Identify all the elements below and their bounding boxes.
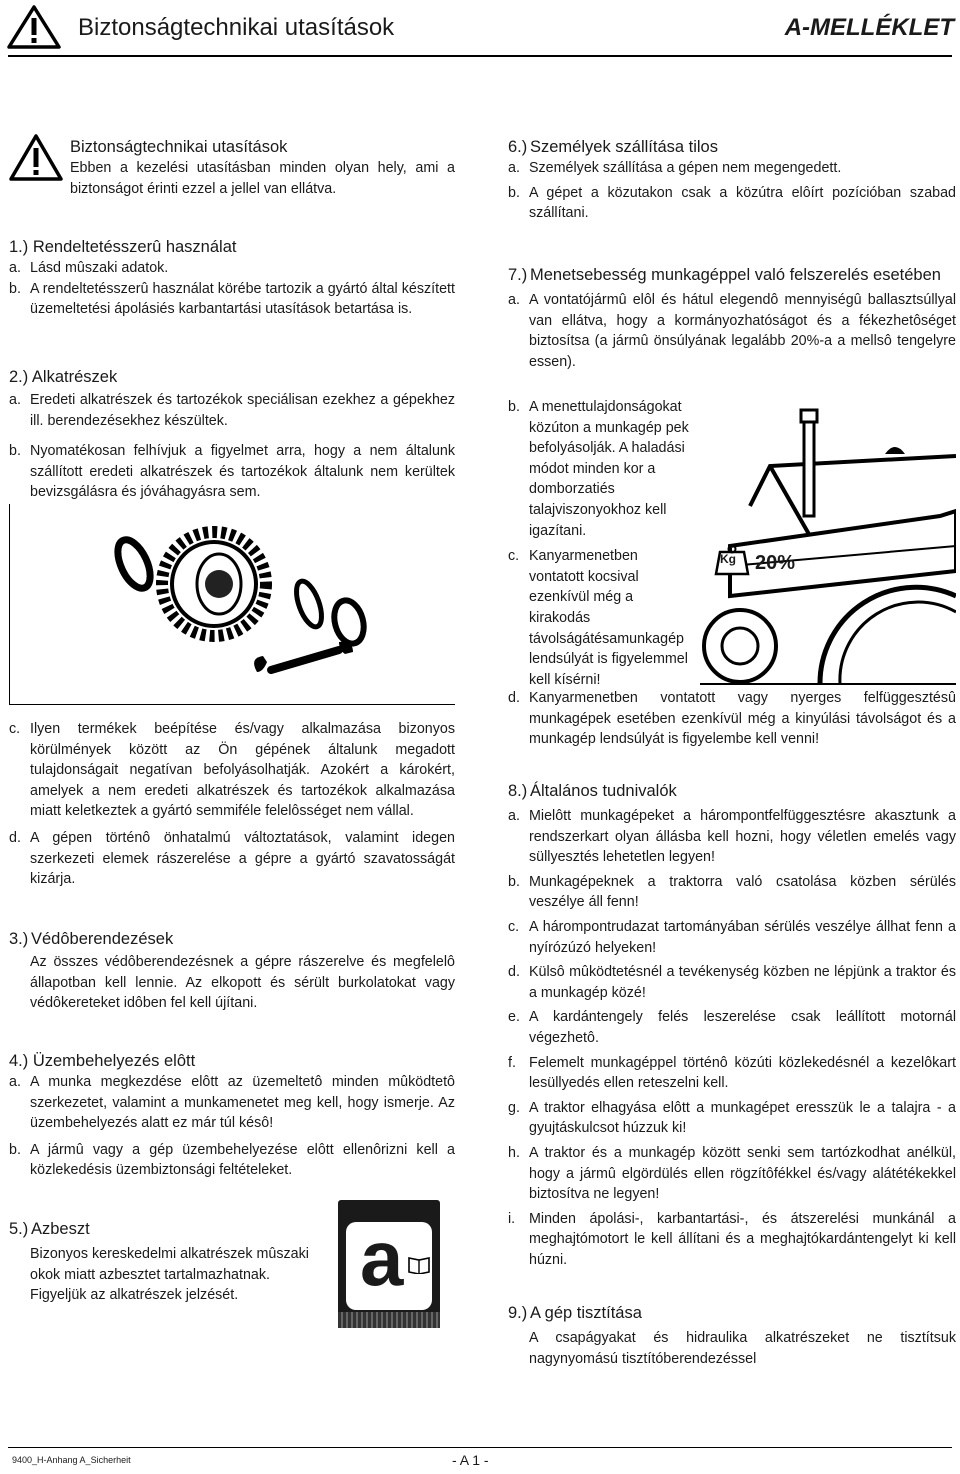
tractor-illustration [700, 396, 956, 686]
section-9-text: A csapágyakat és hidraulika alkatrészeket ne tisztítsuk nagynyomású tisztítóberendezéssel [529, 1330, 956, 1367]
section-3 [9, 928, 455, 1014]
list-item-text: Minden ápolási-, karbantartási-, és átszerelési munkánál a meghajtómotort le kell állítani és a meghajtókardántengelyt ki kell húzni. [529, 1210, 956, 1268]
list-item: b. A menettulajdonságokat közúton a munkagép pek befolyásolják. A haladási módot minden kor a domborzatiés talajviszonyokhoz kell igazítani. [508, 399, 689, 539]
asbestos-sign-letter: a [360, 1214, 404, 1302]
page-number: - A 1 - [452, 1452, 489, 1468]
list-item: b. Nyomatékosan felhívjuk a figyelmet arra, hogy a nem általunk szállított eredeti alkatrészek és tartozékok általunk nem kerültek bevizsgálásra és jóváhagyásra sem. [9, 443, 455, 501]
snap-ring-icon [111, 535, 157, 593]
list-item [508, 962, 956, 1003]
asbestos-sign [338, 1200, 440, 1328]
section-6-number: 6.) [508, 138, 528, 156]
section-7-heading: Menetsebesség munkagéppel való felszerelés esetében [530, 266, 941, 284]
list-item-label: g. [508, 1099, 520, 1116]
list-item-text: A traktor és a munkagép között senki sem tartózkodhat anélkül, hogy a jármû elgördülés ellen rögzítôfékkel és/vagy alátétékekkel biztosítva ne legyen! [529, 1144, 956, 1203]
section-2-continued [9, 719, 455, 890]
list-item: c. Kanyarmenetben vontatott kocsival ezenkívül még a kirakodás távolságátésamunkagép lendsúlyát is figyelemmel kell kísérni! [508, 548, 688, 688]
list-item: b. A rendeltetésszerû használat körébe tartozik a gyártó által készített üzemeltetési ápolásiés karbantartási utasítások betartása is. [9, 280, 455, 318]
header-appendix-label: A-MELLÉKLET [784, 14, 954, 41]
section-6 [508, 136, 956, 224]
list-item [508, 1209, 956, 1271]
book-icon [408, 1256, 430, 1274]
list-item: d. Kanyarmenetben vontatott vagy nyerges felfüggesztésû munkagépek esetében ezenkívül még a kinyúlási távolságot és a munkagép lendsúlyát is figyelembe kell venni! [508, 690, 956, 748]
wrench-icon [254, 642, 353, 672]
list-item [508, 917, 956, 958]
gear-icon [162, 532, 266, 636]
list-item-text: Külsô mûködtetésnél a tevékenység közben ne lépjünk a traktor és a munkagép közé! [529, 964, 956, 1001]
list-item-text: A hárompontrudazat tartományában sérülés veszélye állhat fenn a nyírózúzó helyeken! [529, 918, 956, 956]
list-item: b. A gépet a közutakon csak a közútra elôírt pozícióban szabad szállítani. [508, 184, 956, 222]
list-item-label: d. [508, 964, 520, 981]
section-8-list [508, 806, 956, 1270]
section-9 [508, 1302, 956, 1369]
list-item-text: Munkagépeknek a traktorra való csatolása közben sérülés veszélye áll fenn! [529, 873, 956, 911]
warning-icon [8, 133, 64, 183]
list-item-label: a. [508, 808, 520, 824]
list-item-label: i. [508, 1210, 516, 1227]
list-item-label: f. [508, 1054, 516, 1071]
weight-label: Kg [720, 552, 736, 566]
list-item-label: h. [508, 1144, 520, 1161]
page-header [0, 0, 960, 58]
footer-doc-id: 9400_H-Anhang A_Sicherheit [12, 1455, 131, 1465]
header-divider [8, 55, 952, 57]
list-item: a. Személyek szállítása a gépen nem megengedett. [508, 160, 842, 176]
list-item-text: A kardántengely felés leszerelése csak leállított motornál végezhetô. [529, 1009, 956, 1046]
section-2 [9, 366, 455, 503]
section-5-text: Bizonyos kereskedelmi alkatrészek mûszaki okok miatt azbesztet tartalmazhatnak. Figyeljük az alkatrészek jelzését. [30, 1246, 309, 1304]
intro-text: Ebben a kezelési utasításban minden olyan hely, ami a biztonságot érinti ezzel a jellel van ellátva. [70, 160, 455, 197]
section-2-heading: 2.) Alkatrészek [9, 368, 118, 386]
section-7-number: 7.) [508, 266, 528, 284]
list-item-text: A traktor elhagyása elôtt a munkagépet eresszük le a talajra - a gyujtáskulcsot húzzuk ki! [529, 1099, 956, 1137]
section-4-heading: 4.) Üzembehelyezés elôtt [9, 1052, 196, 1070]
section-7-d [508, 688, 956, 750]
section-8 [508, 780, 956, 1270]
list-item: a. Lásd mûszaki adatok. [9, 260, 169, 276]
section-5 [9, 1218, 329, 1306]
section-1 [9, 236, 455, 320]
list-item-label: b. [508, 873, 520, 890]
list-item: a. A munka megkezdése elôtt az üzemeltetô minden mûködtetô szerkezetet, valamint a munkamenetet meg kell, hogy ismerje. Az üzembehelyezés alatt ez már túl késô! [9, 1074, 455, 1132]
list-item [508, 1143, 956, 1205]
footer-divider [8, 1447, 952, 1448]
intro-title: Biztonságtechnikai utasítások [70, 138, 288, 156]
section-4 [9, 1050, 455, 1181]
section-9-heading: A gép tisztítása [530, 1304, 642, 1322]
section-7 [508, 264, 956, 372]
list-item [508, 872, 956, 913]
section-3-heading: Védôberendezések [31, 930, 174, 948]
section-5-heading: Azbeszt [31, 1220, 90, 1238]
list-item [508, 806, 956, 868]
list-item-text: Felemelt munkagéppel történô közúti közlekedésnél a kezelôkart lesüllyedés ellen reteszelni kell. [529, 1054, 956, 1092]
list-item-label: c. [508, 918, 520, 935]
washer-icon [291, 578, 326, 630]
section-8-number: 8.) [508, 782, 528, 800]
section-8-heading: Általános tudnivalók [530, 782, 677, 800]
section-1-heading: 1.) Rendeltetésszerû használat [9, 238, 237, 256]
header-title: Biztonságtechnikai utasítások [78, 14, 395, 41]
section-3-text: Az összes védôberendezésnek a gépre rászerelve és megfelelô állapotban kell lennie. Az elkopott és sérült burkolatokat vagy védôkereteket idôben fel kell újítani. [30, 954, 455, 1012]
parts-illustration [9, 504, 455, 709]
axle-load-percent: 20% [755, 552, 796, 574]
list-item [508, 1007, 956, 1048]
warning-icon [6, 4, 62, 50]
section-3-number: 3.) [9, 930, 29, 948]
list-item: a. Eredeti alkatrészek és tartozékok speciálisan ezekhez a gépekhez ill. berendezésekhez készültek. [9, 392, 455, 429]
list-item: c. Ilyen termékek beépítése és/vagy alkalmazása bizonyos körülmények között az Ön gépének általunk megadott tulajdonságait negatívan befolyásolhatják. Azokért a károkért, amelyek a nem eredeti alkatrészek és tartozékok alkalmazása miatt keletkeztek a gyártó semmiféle felelôsséget nem vállal. [9, 721, 455, 820]
section-6-heading: Személyek szállítása tilos [530, 138, 718, 156]
list-item: d. A gépen történô önhatalmú változtatások, valamint idegen szerkezeti elemek rászerelése a gépre a gyártó szavatosságát kizárja. [9, 829, 455, 888]
snap-ring-icon [330, 597, 368, 647]
section-7-bc [508, 397, 694, 690]
list-item: a. A vontatójármû elôl és hátul elegendô mennyiségû ballasztsúllyal van ellátva, hogy a kormányozhatóságot és a fékezhetôséget biztosítsa (a jármû önsúlyának legalább 20%-a a mellsô tengelyre essen). [508, 292, 956, 370]
section-9-number: 9.) [508, 1304, 528, 1322]
list-item [508, 1053, 956, 1094]
list-item-text: Mielôtt munkagépeket a hárompontfelfüggesztésre akasztunk a rendszerkart olyan állásba kell hozni, hogy véletlen emelés vagy süllyesztés lehetetlen legyen! [529, 808, 956, 866]
list-item [508, 1098, 956, 1139]
intro-block [70, 136, 455, 199]
section-5-number: 5.) [9, 1220, 29, 1238]
list-item: b. A jármû vagy a gép üzembehelyezése elôtt ellenôrizni kell a közlekedésis üzembiztonsági feltételeket. [9, 1141, 455, 1179]
list-item-label: e. [508, 1009, 520, 1026]
